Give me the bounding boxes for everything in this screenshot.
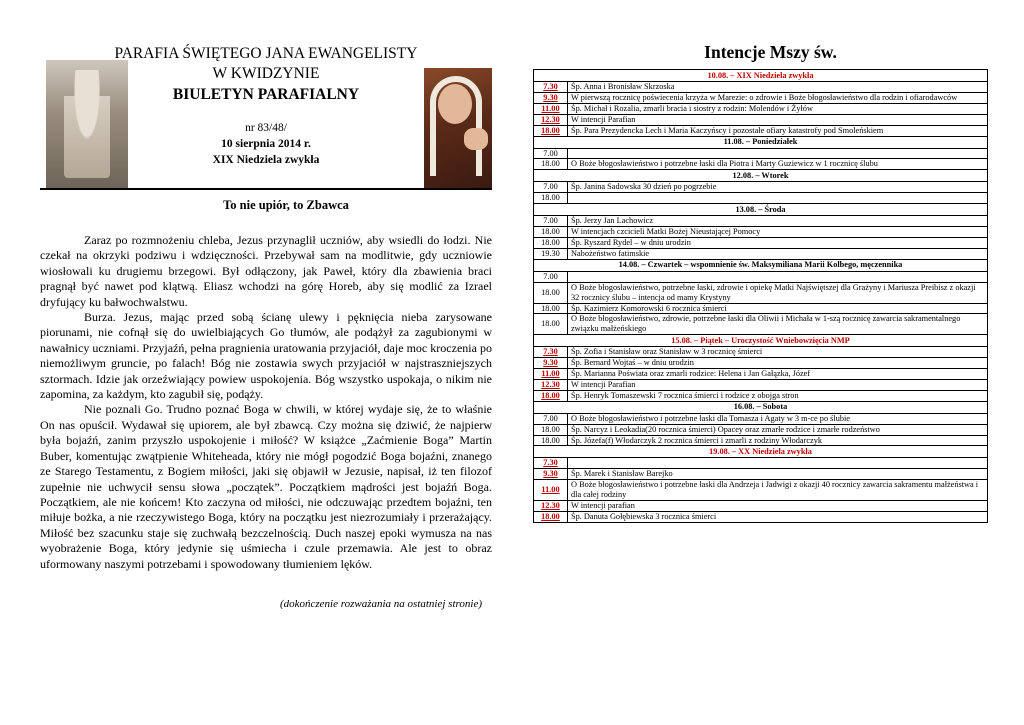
mass-time: 7.00 — [534, 216, 568, 227]
day-header-row — [534, 70, 988, 82]
mass-row — [534, 182, 988, 193]
mass-intention — [568, 271, 988, 282]
article-paragraph: Zaraz po rozmnożeniu chleba, Jezus przynaglił uczniów, aby wsiedli do łodzi. Nie czekał na okrzyki podziwu i wdzięczności. Przebywał sam na modlitwie, gdy uczniowie wiosłowali ku drugiemu brzegowi. Był odłączony, jak Paweł, który dla zbawienia braci pragnął być nawet pod klątwą. Eliasz wchodzi na górę Horeb, aby się modlić za Izrael dryfujący ku bałwochwalstwu. — [40, 233, 492, 309]
mass-time: 7.00 — [534, 413, 568, 424]
mass-intention — [568, 458, 988, 469]
mass-intention: Śp. Bernard Wojtaś – w dniu urodzin — [568, 358, 988, 369]
mass-row — [534, 248, 988, 259]
mass-time: 11.00 — [534, 480, 568, 501]
mass-row — [534, 390, 988, 401]
mass-time: 12.30 — [534, 379, 568, 390]
mass-time: 11.00 — [534, 369, 568, 380]
mass-time: 7.00 — [534, 182, 568, 193]
day-header: 11.08. – Poniedziałek — [534, 136, 988, 148]
parish-name: PARAFIA ŚWIĘTEGO JANA EWANGELISTY W KWIDZYNIE — [114, 45, 418, 82]
mass-row — [534, 303, 988, 314]
mass-intention: Śp. Janina Sadowska 30 dzień po pogrzebie — [568, 182, 988, 193]
mass-row — [534, 216, 988, 227]
praying-woman-image — [424, 68, 492, 188]
issue-number: nr 83/48/ — [245, 122, 287, 134]
article-body — [40, 233, 492, 572]
bulletin-header — [40, 38, 492, 190]
mass-time: 7.30 — [534, 82, 568, 93]
mass-time: 18.00 — [534, 193, 568, 204]
mass-time: 18.00 — [534, 159, 568, 170]
mass-intention: W intencji parafian — [568, 501, 988, 512]
mass-time: 18.00 — [534, 424, 568, 435]
mass-intention — [568, 148, 988, 159]
mass-time: 9.30 — [534, 469, 568, 480]
mass-row — [534, 314, 988, 335]
mass-time: 11.00 — [534, 103, 568, 114]
right-page — [533, 42, 988, 523]
mass-intention: W intencji Parafian — [568, 379, 988, 390]
mass-row — [534, 227, 988, 238]
mass-intention: Śp. Henryk Tomaszewski 7 rocznica śmierci i rodzice z obojga stron — [568, 390, 988, 401]
mass-intention: W pierwszą rocznicę poświecenia krzyża w Marezie: o zdrowie i Boże błogosławieństwo dla rodzin i ofiarodawców — [568, 92, 988, 103]
issue-date: 10 sierpnia 2014 r. — [221, 138, 311, 150]
mass-time: 18.00 — [534, 125, 568, 136]
mass-intention: Nabożeństwo fatimskie — [568, 248, 988, 259]
day-header-row — [534, 401, 988, 413]
article-title: To nie upiór, to Zbawca — [223, 198, 349, 212]
day-header: 16.08. – Sobota — [534, 401, 988, 413]
mass-time: 18.00 — [534, 512, 568, 523]
mass-row — [534, 347, 988, 358]
mass-intention: Śp. Narcyz i Leokadia(20 rocznica śmierci) Opacey oraz zmarłe rodzice i zmarłe rodzeństwo — [568, 424, 988, 435]
mass-row — [534, 103, 988, 114]
mass-row — [534, 193, 988, 204]
mass-time: 7.00 — [534, 271, 568, 282]
day-header-row — [534, 335, 988, 347]
mass-intention: Śp. Para Prezydencka Lech i Maria Kaczyńscy i pozostałe ofiary katastrofy pod Smoleńskiem — [568, 125, 988, 136]
mass-row — [534, 114, 988, 125]
mass-row — [534, 148, 988, 159]
day-header-row — [534, 204, 988, 216]
mass-time: 18.00 — [534, 282, 568, 303]
mass-intention: O Boże błogosławieństwo i potrzebne łaski dla Tomasza i Agaty w 3 m-ce po ślubie — [568, 413, 988, 424]
mass-time: 7.30 — [534, 347, 568, 358]
mass-intention — [568, 193, 988, 204]
mass-intention: Śp. Jerzy Jan Lachowicz — [568, 216, 988, 227]
mass-row — [534, 435, 988, 446]
mass-intentions-title: Intencje Mszy św. — [704, 42, 837, 62]
mass-row — [534, 469, 988, 480]
mass-intention: O Boże błogosławieństwo i potrzebne łaski dla Andrzeja i Jadwigi z okazji 40 rocznicy zawarcia sakramentu małżeństwa i dla całej rodziny — [568, 480, 988, 501]
mass-row — [534, 512, 988, 523]
bulletin-title: BIULETYN PARAFIALNY — [172, 86, 360, 103]
mass-intention: Śp. Marek i Stanisław Barejko — [568, 469, 988, 480]
mass-intention: O Boże błogosławieństwo i potrzebne łaski dla Piotra i Marty Guziewicz w 1 rocznicę ślubu — [568, 159, 988, 170]
mass-intention: Śp. Ryszard Rydel – w dniu urodzin — [568, 237, 988, 248]
day-header-row — [534, 136, 988, 148]
day-header: 14.08. – Czwartek – wspomnienie św. Maksymiliana Marii Kolbego, męczennika — [534, 259, 988, 271]
article-paragraph: Nie poznali Go. Trudno poznać Boga w chwili, w której wydaje się, że to właśnie On nas opuścił. Wydawał się upiorem, ale był zbawcą. Czy można się dziwić, że najpierw była bojaźń, zanim przyszło uspokojenie i miłość? W książce „Zaćmienie Boga” Martin Buber, komentując zwątpienie Whiteheada, który nie mógł pogodzić Boga bojaźni, znanego ze Starego Testamentu, z Bogiem miłości, jaki się objawił w Jezusie, napisał, iż ten filozof zupełnie nie uchwycił sensu słowa „początek”. Początkiem mądrości jest bojaźń Boga. Początkiem, ale nie końcem! Kto zaczyna od miłości, nie odczuwając przedtem bojaźni, ten miłuje bożka, a nie rzeczywistego Boga, który na początku jest niezrozumiały i przerażający. Miłość bez szacunku staje się zuchwałą bezczelnością. Duch naszej epoki wymusza na nas wyobrażenie Boga, który jedynie się uśmiecha i czule przemawia. Ale jest to obraz uformowany naszymi potrzebami i spowodowany tłumieniem lęków. — [40, 402, 492, 571]
day-header-row — [534, 259, 988, 271]
mass-intention: Śp. Marianna Poświata oraz zmarli rodzice: Helena i Jan Gałązka, Józef — [568, 369, 988, 380]
mass-row — [534, 237, 988, 248]
mass-intention: Śp. Józefa(f) Włodarczyk 2 rocznica śmierci i zmarli z rodziny Włodarczyk — [568, 435, 988, 446]
mass-row — [534, 271, 988, 282]
mass-row — [534, 82, 988, 93]
mass-time: 9.30 — [534, 358, 568, 369]
mass-intention: W intencjach czcicieli Matki Bożej Nieustającej Pomocy — [568, 227, 988, 238]
mass-intention: O Boże błogosławieństwo, zdrowie, potrzebne łaski dla Oliwii i Michała w 1-szą rocznicę zawarcia sakramentalnego związku małżeńskiego — [568, 314, 988, 335]
mass-time: 18.00 — [534, 435, 568, 446]
day-header: 15.08. – Piątek – Uroczystość Wniebowzięcia NMP — [534, 335, 988, 347]
liturgical-day: XIX Niedziela zwykła — [212, 154, 320, 166]
mass-intention: O Boże błogosławieństwo, potrzebne łaski, zdrowie i opiekę Matki Najświętszej dla Grażyny i Mariusza Preibisz z okazji 32 rocznicy ślubu – intencja od mamy Krystyny — [568, 282, 988, 303]
mass-time: 18.00 — [534, 227, 568, 238]
mass-time: 18.00 — [534, 303, 568, 314]
mass-intention: W intencji Parafian — [568, 114, 988, 125]
mass-row — [534, 501, 988, 512]
mass-row — [534, 92, 988, 103]
mass-row — [534, 413, 988, 424]
mass-intention: Śp. Zofia i Stanisław oraz Stanisław w 3 rocznicę śmierci — [568, 347, 988, 358]
mass-time: 18.00 — [534, 390, 568, 401]
mass-time: 12.30 — [534, 114, 568, 125]
mass-intention: Śp. Michał i Rozalia, zmarli bracia i siostry z rodzin: Molendów i Żyłów — [568, 103, 988, 114]
mass-row — [534, 282, 988, 303]
mass-row — [534, 480, 988, 501]
mass-intention: Śp. Danuta Gołębiewska 3 rocznica śmierci — [568, 512, 988, 523]
mass-time: 18.00 — [534, 314, 568, 335]
left-page — [40, 38, 492, 610]
mass-row — [534, 159, 988, 170]
mass-time: 12.30 — [534, 501, 568, 512]
mass-intentions-table — [533, 69, 988, 523]
day-header: 10.08. – XIX Niedziela zwykła — [534, 70, 988, 82]
article-footnote: (dokończenie rozważania na ostatniej stronie) — [279, 597, 482, 610]
mass-intention: Śp. Anna i Bronisław Skrzoska — [568, 82, 988, 93]
mass-time: 7.30 — [534, 458, 568, 469]
mass-row — [534, 379, 988, 390]
mass-intention: Śp. Kazimierz Komorowski 6 rocznica śmierci — [568, 303, 988, 314]
mass-time: 7.00 — [534, 148, 568, 159]
article-paragraph: Burza. Jezus, mając przed sobą ścianę ulewy i pęknięcia nieba zarysowane piorunami, nie cofnął się do uwielbiających Go tłumów, ale podążył za zagubionymi w nawałnicy uczniami. Przyjaźń, pełna pragnienia uratowania przyjaciół, daje moc kroczenia po niemożliwym gruncie, po falach! Bóg nie zostawia swych przyjaciół w najstraszniejszych sztormach. Idzie jak orzeźwiający powiew uspokojenia. Bóg wszystko uspokaja, o nikim nie zapomina, za każdym, kto zagubił się, podąży. — [40, 310, 492, 402]
day-header: 12.08. – Wtorek — [534, 170, 988, 182]
mass-row — [534, 369, 988, 380]
mass-row — [534, 125, 988, 136]
mass-row — [534, 458, 988, 469]
mass-time: 9.30 — [534, 92, 568, 103]
day-header: 13.08. – Środa — [534, 204, 988, 216]
mass-row — [534, 358, 988, 369]
day-header-row — [534, 170, 988, 182]
mass-time: 19.30 — [534, 248, 568, 259]
mass-row — [534, 424, 988, 435]
day-header: 19.08. – XX Niedziela zwykła — [534, 446, 988, 458]
day-header-row — [534, 446, 988, 458]
mass-time: 18.00 — [534, 237, 568, 248]
